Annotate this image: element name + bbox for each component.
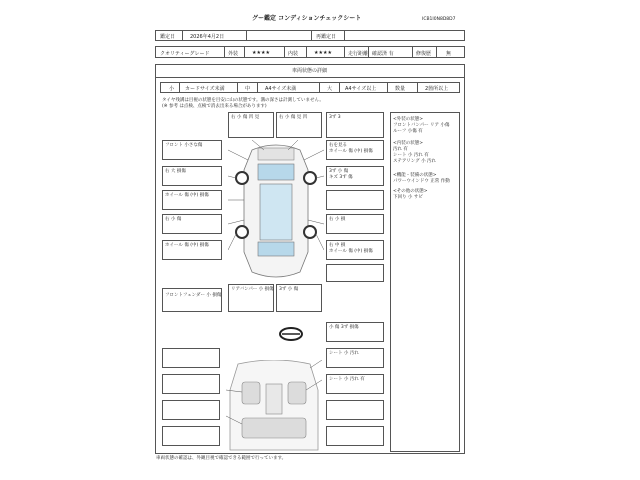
label-text: フロント 小さな傷	[165, 143, 203, 148]
label-box-left-4	[162, 214, 222, 234]
label-box-right-blank-2	[326, 264, 384, 282]
divider	[155, 77, 465, 78]
reinspection-label: 再鑑定日	[316, 34, 337, 40]
label-box-bottom-2	[276, 284, 322, 312]
exterior-label: 外装	[228, 51, 239, 57]
label-box-interior-1	[326, 322, 384, 342]
leader-line	[316, 176, 324, 178]
label-box-interior-blank-2	[326, 426, 384, 446]
label-box-left-2	[162, 166, 222, 186]
leader-line	[228, 176, 236, 178]
divider	[417, 83, 418, 92]
label-text: 右 小 傷 凹 見	[231, 115, 260, 120]
label-text: 右 大 損傷	[165, 169, 186, 174]
label-box-right-1	[326, 140, 384, 160]
divider	[244, 47, 245, 57]
leader-line	[228, 150, 248, 160]
label-box-bottom-1	[228, 284, 274, 312]
meter-value: 確認済 有	[372, 51, 394, 57]
exterior-stars: ★★★★	[252, 50, 270, 56]
label-box-interior-3	[326, 374, 384, 394]
label-text: 3ず 小 傷 キズ 3ず 傷	[329, 169, 353, 180]
label-box-right-2	[326, 166, 384, 186]
divider	[436, 47, 437, 57]
divider	[311, 31, 312, 40]
header-row-2	[155, 46, 465, 58]
label-text: ホイール 傷 (中) 損傷	[165, 243, 209, 248]
divider	[246, 31, 247, 40]
car-interior-diagram	[226, 360, 322, 452]
label-box-right-4	[326, 240, 384, 260]
label-text: 右を見る ホイール 傷 (中) 損傷	[329, 143, 373, 154]
label-text: 3ず 小 傷	[279, 287, 299, 292]
label-text: ホイール 傷 (中) 損傷	[165, 193, 209, 198]
label-box-top-1	[228, 112, 274, 138]
divider	[319, 83, 320, 92]
repair-label: 修復歴	[416, 51, 432, 57]
size-large-desc: A4サイズ以上	[345, 86, 377, 92]
label-text: シート 小 汚れ	[329, 351, 359, 356]
car-top-view-diagram	[228, 140, 324, 282]
note-line-1: タイヤ残溝は目視の状態を目安に山の状態です。溝の深さは計測していません。	[162, 98, 324, 103]
divider	[344, 47, 345, 57]
center-console	[266, 384, 282, 414]
label-box-left-5	[162, 240, 222, 260]
inspection-date-label: 鑑定日	[160, 34, 176, 40]
divider	[387, 83, 388, 92]
comments-panel	[390, 112, 460, 452]
inspection-date: 2026年4月2日	[190, 34, 225, 40]
repair-value: 無	[446, 51, 452, 57]
leader-line	[310, 360, 322, 368]
seat-rear-icon	[242, 418, 306, 438]
label-text: 3ず 3	[329, 115, 341, 120]
label-box-left-3	[162, 190, 222, 210]
divider	[344, 31, 345, 40]
divider	[257, 83, 258, 92]
label-box-right-blank	[326, 190, 384, 210]
car-rear-window	[258, 242, 294, 256]
leader-line	[308, 220, 324, 224]
comment-other: <その他の状態> 下回り 小 サビ	[393, 189, 428, 200]
size-medium-desc: A4サイズ未満	[265, 86, 297, 92]
label-box-interior-left-4	[162, 426, 220, 446]
divider	[306, 47, 307, 57]
wheel-front-left-icon	[236, 172, 248, 184]
label-text: 右 小 傷 見 凹	[279, 115, 308, 120]
divider	[179, 83, 180, 92]
divider	[284, 47, 285, 57]
label-text: 小 傷 3ず 損傷	[329, 325, 359, 330]
divider	[368, 47, 369, 57]
label-box-interior-blank-1	[326, 400, 384, 420]
size-small: 小	[169, 86, 175, 92]
leader-line	[228, 234, 236, 250]
label-text: 右 小 傷	[165, 217, 182, 222]
section-title: 車両状態の詳細	[292, 68, 328, 74]
label-text: 右 小 損	[329, 217, 346, 222]
interior-stars: ★★★★	[314, 50, 332, 56]
sheet-title: グー鑑定 コンディションチェックシート	[252, 15, 362, 22]
size-legend-row	[160, 82, 460, 93]
count-value: 2箇所以上	[425, 86, 449, 92]
label-box-left-6	[162, 288, 222, 312]
label-text: リアバンパー 小 損傷	[231, 287, 274, 292]
divider	[224, 47, 225, 57]
count-label: 数量	[395, 86, 406, 92]
wheel-front-right-icon	[304, 172, 316, 184]
meter-label: 走行距離	[348, 51, 369, 57]
size-medium: 中	[245, 86, 251, 92]
label-box-interior-left-2	[162, 374, 220, 394]
header-row-1	[155, 30, 465, 41]
comment-exterior: <外装の状態> フロントバンパー リア 小傷 ルーフ 小傷 有	[393, 117, 450, 134]
label-box-right-3	[326, 214, 384, 234]
car-windshield	[258, 164, 294, 180]
label-box-interior-2	[326, 348, 384, 368]
comment-interior: <内装の状態> 汚れ 有 シート 小 汚れ 有 ステアリング 小 汚れ	[393, 141, 437, 164]
label-text: シート 小 汚れ 有	[329, 377, 365, 382]
leader-line	[228, 220, 244, 224]
divider	[237, 83, 238, 92]
divider	[412, 47, 413, 57]
label-box-left-1	[162, 140, 222, 160]
interior-label: 内装	[288, 51, 299, 57]
seat-front-right-icon	[288, 382, 306, 404]
divider	[182, 31, 183, 40]
label-text: 右 中 損 ホイール 傷 (中) 損傷	[329, 243, 373, 254]
label-box-top-2	[276, 112, 322, 138]
wheel-rear-left-icon	[236, 226, 248, 238]
car-roof	[260, 184, 292, 240]
leader-line	[304, 150, 324, 160]
leader-line	[316, 234, 324, 250]
sheet-code: ICB1I0N8D8D7	[422, 17, 456, 22]
comment-function: <機能・装備の状態> パワーウインドウ 正常 作動	[393, 173, 450, 184]
footer-note: 車両状態の確認は、外観目視で確認できる範囲で行っています。	[156, 456, 287, 461]
divider	[339, 83, 340, 92]
label-text: フロントフェンダー 小 損傷	[165, 293, 222, 298]
wheel-rear-right-icon	[304, 226, 316, 238]
note-line-2: (※ 参考 は点検、点検で消去出来る場合があります)	[162, 104, 267, 109]
steering-wheel-icon	[278, 326, 304, 342]
size-small-desc: カードサイズ未満	[185, 86, 225, 92]
label-box-interior-left-1	[162, 348, 220, 368]
grade-label: クオリティーグレード	[160, 51, 210, 57]
seat-front-left-icon	[242, 382, 260, 404]
label-box-top-3	[326, 112, 384, 138]
label-box-interior-left-3	[162, 400, 220, 420]
size-large: 大	[327, 86, 333, 92]
